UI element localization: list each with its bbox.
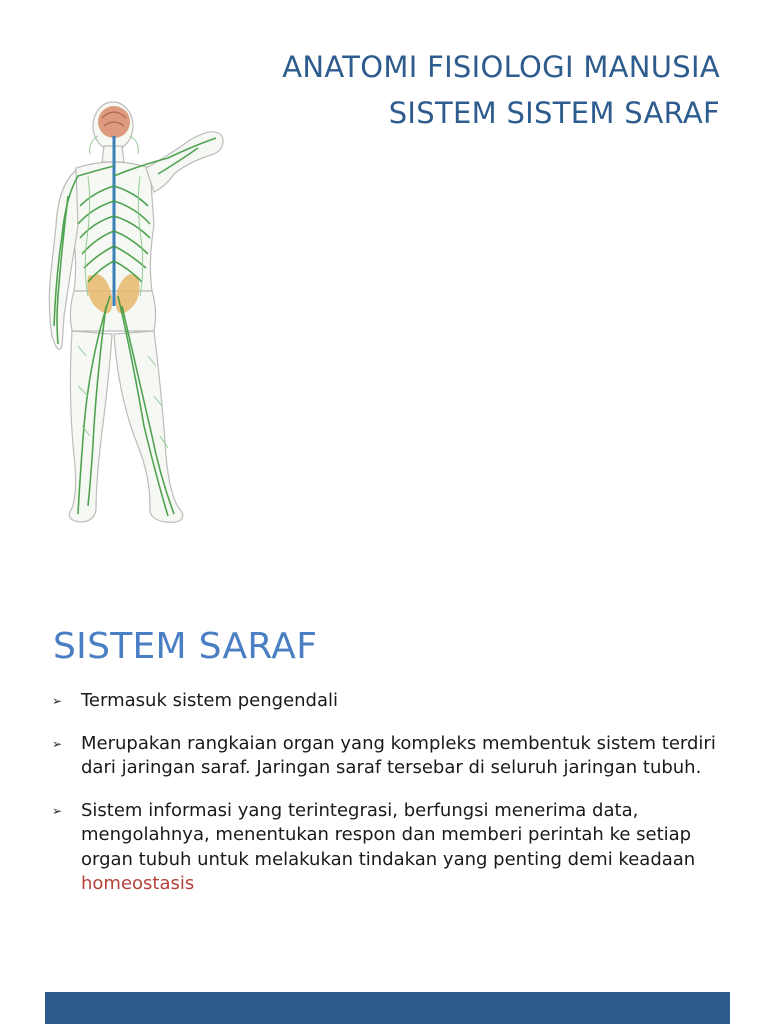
arrowhead-bullet-icon: ➢ bbox=[52, 694, 63, 708]
bullet-text: Merupakan rangkaian organ yang kompleks membentuk sistem terdiri dari jaringan saraf. Jaringan saraf tersebar di seluruh jaringan tubuh. bbox=[81, 732, 716, 778]
footer-bar bbox=[45, 992, 730, 1024]
bullet-text: Termasuk sistem pengendali bbox=[81, 690, 339, 711]
list-item bbox=[52, 799, 732, 897]
title-line-2: SISTEM SISTEM SARAF bbox=[388, 96, 720, 130]
slide-title bbox=[282, 44, 720, 136]
bullet-list bbox=[52, 689, 732, 915]
arrowhead-bullet-icon: ➢ bbox=[52, 736, 63, 751]
body-illustration bbox=[28, 96, 228, 536]
list-item bbox=[52, 689, 732, 714]
bullet-text: Sistem informasi yang terintegrasi, berfungsi menerima data, mengolahnya, menentukan respon dan memberi perintah ke setiap organ tubuh untuk melakukan tindakan yang penting demi keadaan bbox=[81, 799, 696, 870]
list-item bbox=[52, 732, 732, 781]
nervous-system-figure bbox=[28, 96, 228, 536]
title-line-1: ANATOMI FISIOLOGI MANUSIA bbox=[282, 50, 720, 84]
section-heading: SISTEM SARAF bbox=[53, 626, 318, 667]
highlight-term: homeostasis bbox=[81, 873, 195, 894]
arrowhead-bullet-icon: ➢ bbox=[52, 803, 63, 818]
